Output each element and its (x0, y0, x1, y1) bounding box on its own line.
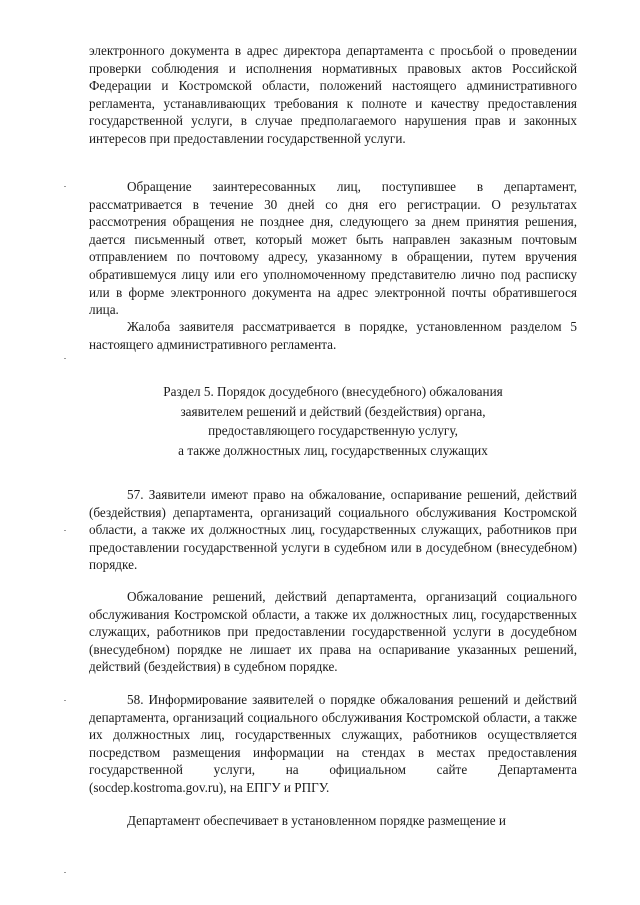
section-heading-line: а также должностных лиц, государственных служащих (178, 442, 488, 458)
section-heading (89, 382, 577, 460)
paragraph-department-duty: Департамент обеспечивает в установленном порядке размещение и (127, 813, 506, 828)
margin-mark (64, 530, 66, 531)
paragraph-57: 57. Заявители имеют право на обжалование, оспаривание решений, действий (бездействия) департамента, организаций социального обслуживания Костромской области, а также их должностных лиц, государственных служащих, работников при предоставлении государственной услуги в судебном или в досудебном (внесудебном) порядке. (89, 487, 577, 573)
paragraph-58: 58. Информирование заявителей о порядке обжалования решений и действий департамента, организаций социального обслуживания Костромской области, а также их должностных лиц, государственных служащих, работников осуществляется посредством размещения информации на стендах в местах предоставления государственной услуги, на официальном сайте Департамента (socdep.kostroma.gov.ru), на ЕПГУ и РПГУ. (89, 692, 577, 795)
paragraph-appeal-review: Обращение заинтересованных лиц, поступившее в департамент, рассматривается в течение 30 дней со дня его регистрации. О результатах рассмотрения обращения не позднее дня, следующего за днем принятия решения, дается письменный ответ, который может быть направлен заказным почтовым отправлением по почтовому адресу, указанному в обращении, путем вручения обратившемуся лицу или его уполномоченному представителю лично под расписку или в форме электронного документа на адрес электронной почты обратившегося лица. (89, 179, 577, 318)
section-heading-line: предоставляющего государственную услугу, (208, 423, 458, 438)
margin-mark (64, 186, 66, 187)
margin-mark (64, 358, 66, 359)
margin-mark (64, 700, 66, 701)
section-heading-line: Раздел 5. Порядок досудебного (внесудебного) обжалования (163, 384, 503, 399)
section-heading-line: заявителем решений и действий (бездействия) органа, (180, 403, 486, 419)
margin-mark (64, 872, 66, 873)
paragraph-continuation: электронного документа в адрес директора департамента с просьбой о проведении проверки соблюдения и исполнения нормативных правовых актов Российской Федерации и Костромской области, положений настоящего административного регламента, устанавливающих требования к полноте и качеству предоставления государственной услуги, в случае предполагаемого нарушения прав и законных интересов при предоставлении государственной услуги. (89, 43, 577, 146)
paragraph-complaint: Жалоба заявителя рассматривается в порядке, установленном разделом 5 настоящего административного регламента. (89, 319, 577, 352)
paragraph-appeal-rights: Обжалование решений, действий департамента, организаций социального обслуживания Костромской области, а также их должностных лиц, государственных служащих, работников при предоставлении государственной услуги в досудебном (внесудебном) порядке не лишает их права на оспаривание указанных решений, действий (бездействия) в судебном порядке. (89, 589, 577, 675)
